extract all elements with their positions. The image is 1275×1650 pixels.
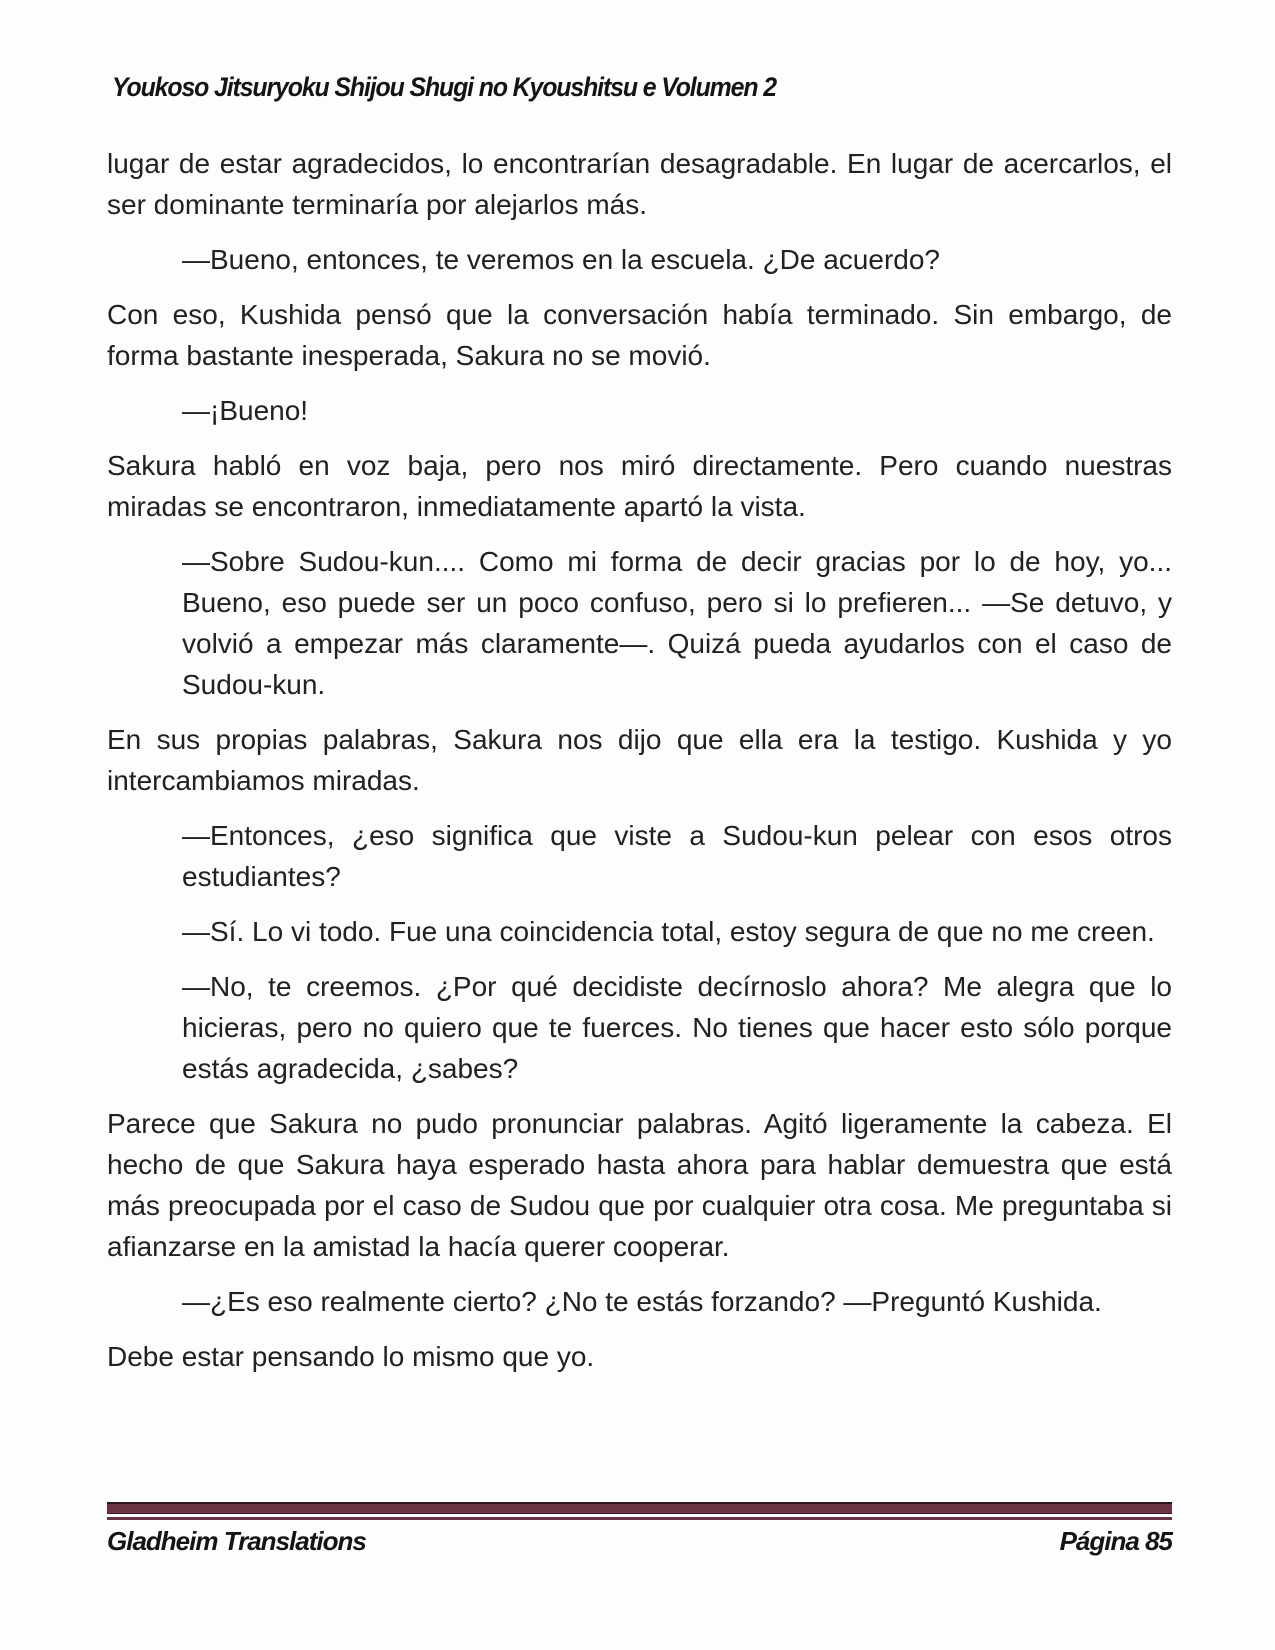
paragraph-dialogue: —Sobre Sudou-kun.... Como mi forma de decir gracias por lo de hoy, yo... Bueno, eso puede ser un poco confuso, pero si lo prefieren... —Se detuvo, y volvió a empezar más claramente—. Quizá pueda ayudarlos con el caso de Sudou-kun.: [182, 546, 1172, 700]
footer-rule-thick: [107, 1502, 1172, 1514]
paragraph-dialogue: —No, te creemos. ¿Por qué decidiste decírnoslo ahora? Me alegra que lo hicieras, pero no quiero que te fuerces. No tienes que hacer esto sólo porque estás agradecida, ¿sabes?: [182, 971, 1172, 1084]
paragraph: Con eso, Kushida pensó que la conversación había terminado. Sin embargo, de forma bastante inesperada, Sakura no se movió.: [107, 299, 1172, 371]
page-header: [112, 72, 1172, 103]
footer-translator-credit: Gladheim Translations: [107, 1526, 366, 1556]
paragraph: Sakura habló en voz baja, pero nos miró directamente. Pero cuando nuestras miradas se encontraron, inmediatamente apartó la vista.: [107, 450, 1172, 522]
paragraph-dialogue: —Bueno, entonces, te veremos en la escuela. ¿De acuerdo?: [182, 244, 940, 275]
footer-page-number: Página 85: [1059, 1526, 1172, 1556]
paragraph: Parece que Sakura no pudo pronunciar palabras. Agitó ligeramente la cabeza. El hecho de que Sakura haya esperado hasta ahora para hablar demuestra que está más preocupada por el caso de Sudou que por cualquier otra cosa. Me preguntaba si afianzarse en la amistad la hacía querer cooperar.: [107, 1108, 1172, 1262]
paragraph-dialogue: —¡Bueno!: [182, 395, 309, 426]
paragraph: En sus propias palabras, Sakura nos dijo que ella era la testigo. Kushida y yo intercambiamos miradas.: [107, 724, 1172, 796]
paragraph-dialogue: —¿Es eso realmente cierto? ¿No te estás forzando? —Preguntó Kushida.: [182, 1286, 1102, 1317]
paragraph: lugar de estar agradecidos, lo encontrarían desagradable. En lugar de acercarlos, el ser dominante terminaría por alejarlos más.: [107, 148, 1172, 220]
page-header-title: Youkoso Jitsuryoku Shijou Shugi no Kyoushitsu e Volumen 2: [112, 72, 776, 102]
paragraph-dialogue: —Sí. Lo vi todo. Fue una coincidencia total, estoy segura de que no me creen.: [182, 916, 1155, 947]
paragraph: Debe estar pensando lo mismo que yo.: [107, 1341, 595, 1372]
page-body: [107, 143, 1172, 1391]
page-footer: [107, 1502, 1172, 1557]
footer-rule-thin: [107, 1517, 1172, 1520]
paragraph-dialogue: —Entonces, ¿eso significa que viste a Sudou-kun pelear con esos otros estudiantes?: [182, 820, 1172, 892]
